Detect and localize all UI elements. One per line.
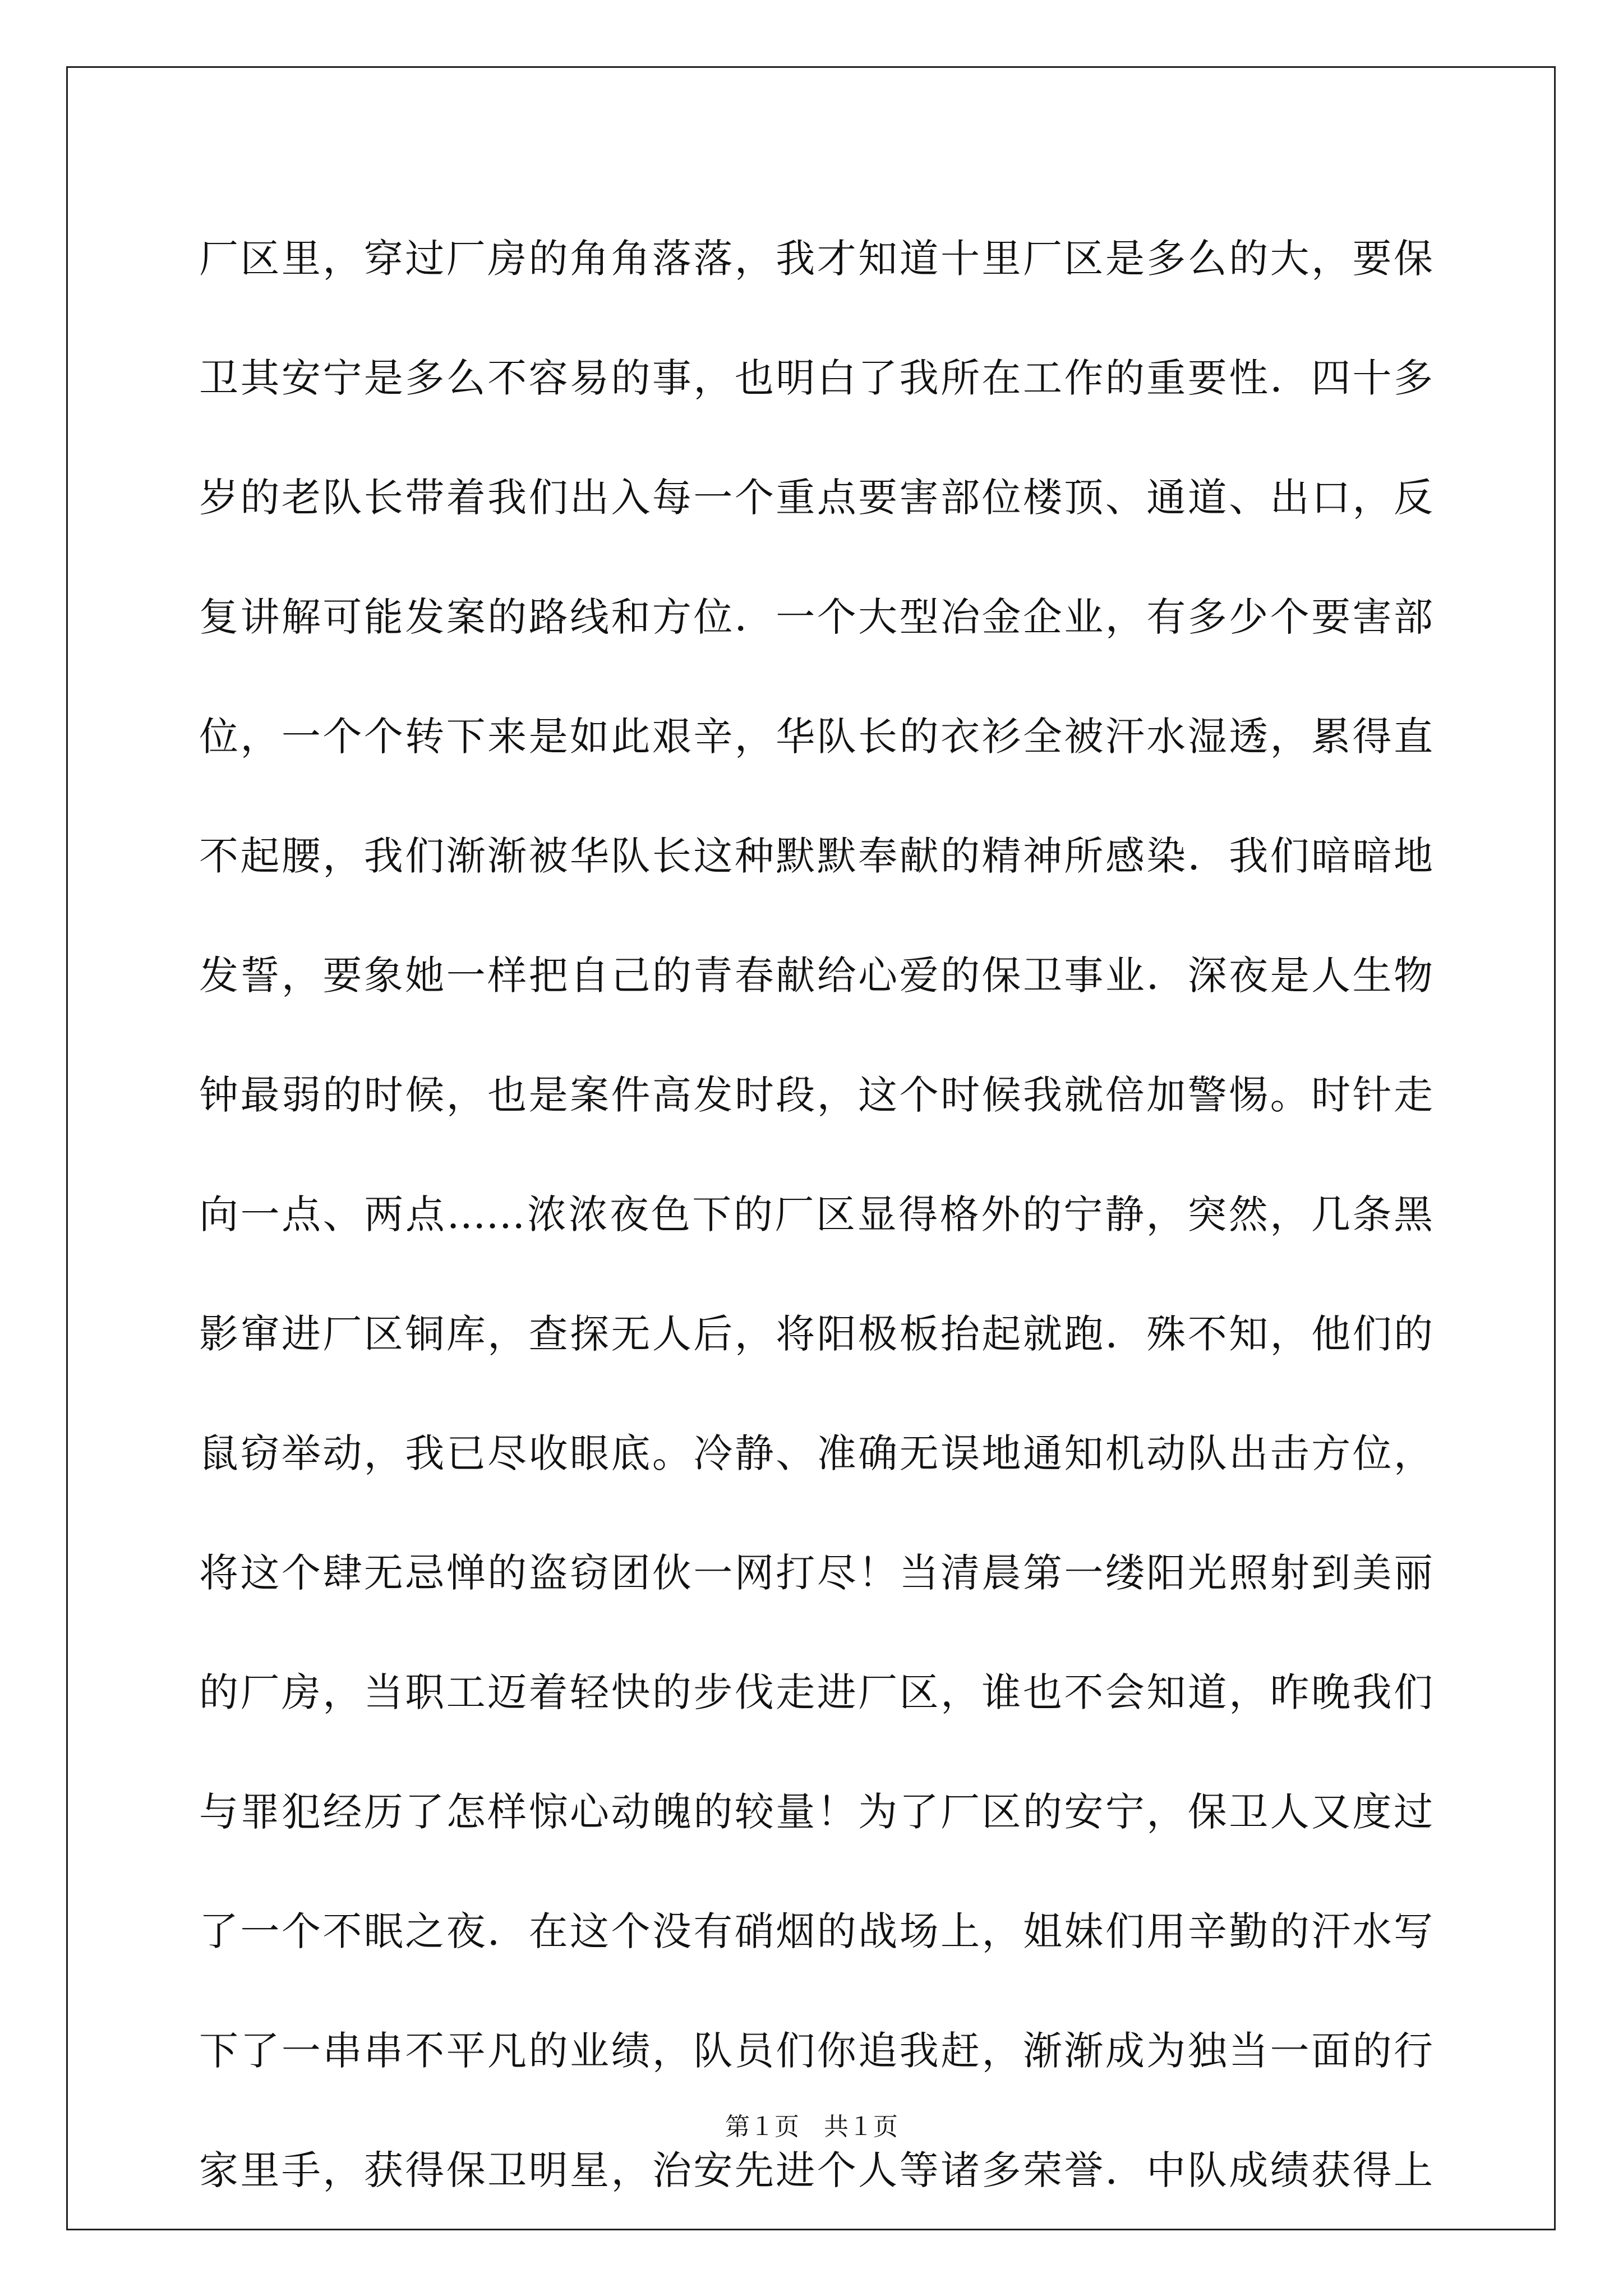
text-line: 家里手，获得保卫明星，治安先进个人等诸多荣誉．中队成绩获得上 xyxy=(199,2147,1433,2193)
text-line: 钟最弱的时候，也是案件高发时段，这个时候我就倍加警惕。时针走 xyxy=(199,1072,1433,1118)
text-line: 向一点、两点……浓浓夜色下的厂区显得格外的宁静，突然，几条黑 xyxy=(199,1191,1433,1237)
text-line: 厂区里，穿过厂房的角角落落，我才知道十里厂区是多么的大，要保 xyxy=(199,236,1433,282)
text-line: 影窜进厂区铜库，查探无人后，将阳极板抬起就跑．殊不知，他们的 xyxy=(199,1311,1433,1357)
text-line: 的厂房，当职工迈着轻快的步伐走进厂区，谁也不会知道，昨晚我们 xyxy=(199,1669,1433,1715)
text-line: 与罪犯经历了怎样惊心动魄的较量！为了厂区的安宁，保卫人又度过 xyxy=(199,1789,1433,1835)
text-line: 复讲解可能发案的路线和方位．一个大型冶金企业，有多少个要害部 xyxy=(199,594,1433,640)
text-line: 了一个不眠之夜．在这个没有硝烟的战场上，姐妹们用辛勤的汗水写 xyxy=(199,1908,1433,1954)
text-line: 将这个肆无忌惮的盗窃团伙一网打尽！当清晨第一缕阳光照射到美丽 xyxy=(199,1550,1433,1596)
text-line: 下了一串串不平凡的业绩，队员们你追我赶，渐渐成为独当一面的行 xyxy=(199,2028,1433,2074)
text-line: 不起腰，我们渐渐被华队长这种默默奉献的精神所感染．我们暗暗地 xyxy=(199,833,1433,879)
text-line: 发誓，要象她一样把自己的青春献给心爱的保卫事业．深夜是人生物 xyxy=(199,953,1433,999)
text-line: 卫其安宁是多么不容易的事，也明白了我所在工作的重要性．四十多 xyxy=(199,355,1433,401)
page-number-footer: 第１页 共１页 xyxy=(725,2113,898,2141)
document-body xyxy=(199,199,1433,2230)
text-line: 鼠窃举动，我已尽收眼底。冷静、准确无误地通知机动队出击方位， xyxy=(199,1430,1433,1476)
text-line: 位，一个个转下来是如此艰辛，华队长的衣衫全被汗水湿透，累得直 xyxy=(199,714,1433,760)
text-line: 岁的老队长带着我们出入每一个重点要害部位楼顶、通道、出口，反 xyxy=(199,475,1433,521)
